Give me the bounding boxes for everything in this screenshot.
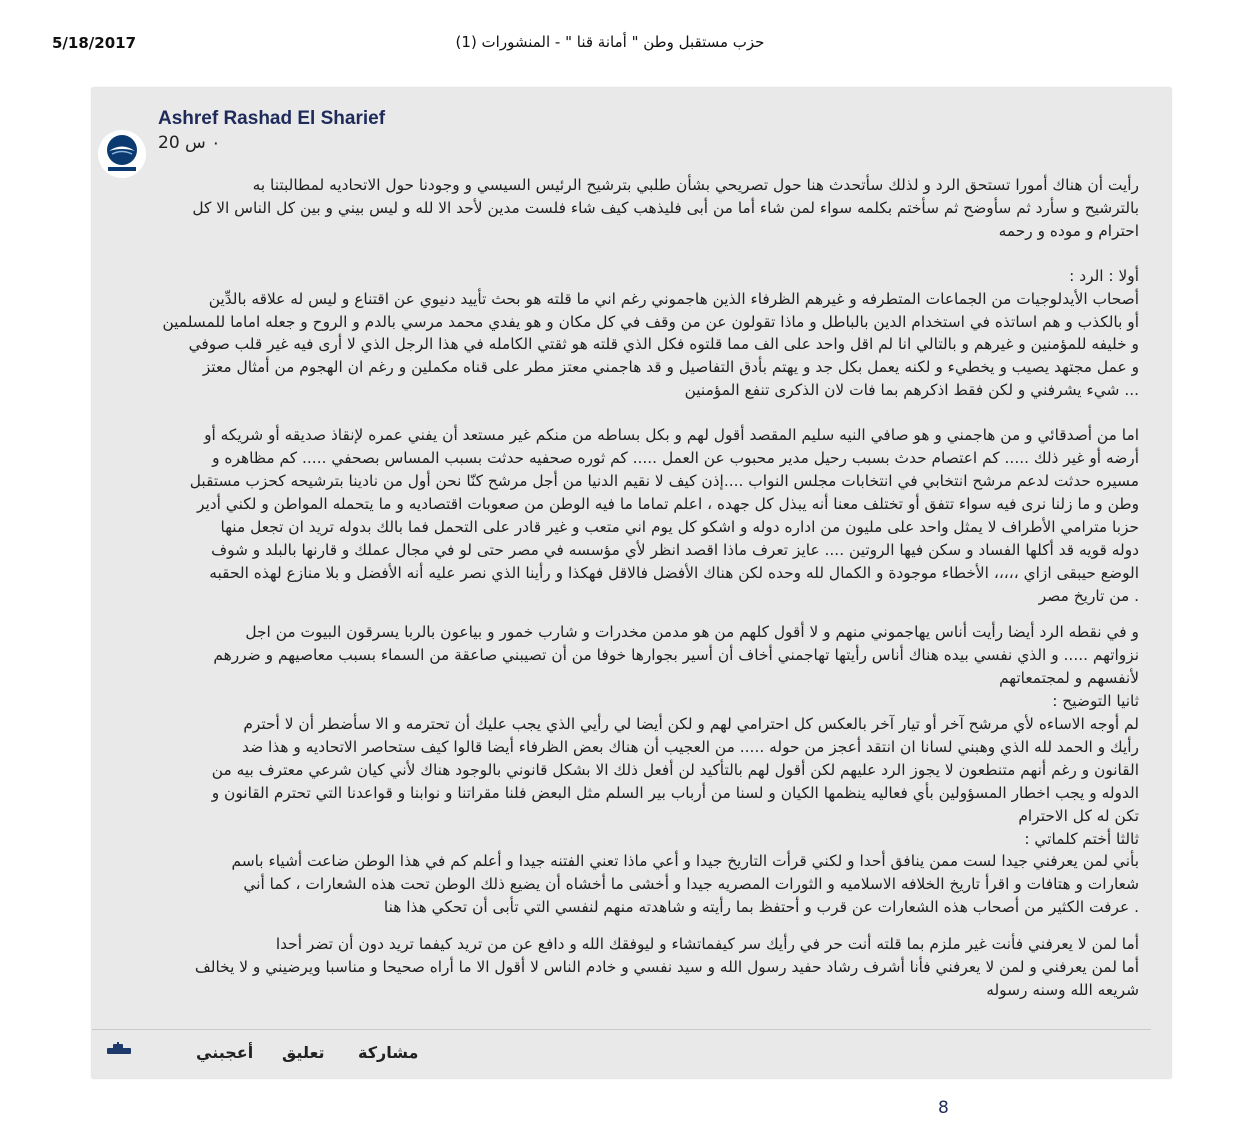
post-paragraph-attackers: و في نقطه الرد أيضا رأيت أناس يهاجموني منهم و لا أقول كلهم من هو مدمن مخدرات و شارب خمور و بياعون بالربا يسرقون البيوت من اجل نزواتهم ..... و الذي نفسي بيده هناك أناس رأيتها تهاجمني أخاف أن أسير بجوارها خوفا من أن تصيبني صاعقة من السماء بسبب معاصيهم و ضررهم لأنفسهم و لمجتمعاتهم <box>213 623 1139 688</box>
print-date: 5/18/2017 <box>52 34 137 52</box>
post-paragraph-reply: أولا : الرد : أصحاب الأيدلوجيات من الجماعات المتطرفه و غيرهم الظرفاء الذين هاجموني رغم اني ما قلته هو بحث تأييد دنيوي عن اقتناع و ليس له علاقه بالدِّين أو بالكذب و هم اساتذه في استخدام الدين بالباطل و ماذا تقولون عن من وقف في كل مكان و هو يفدي محمد مرسي بالدم و الروح و جعله اماما للمسلمين و خليفه للمؤمنين و غيرهم و بالتالي انا لم اقل واحد على الف مما قلتوه فكل الذي قلته هو ثقتي الكامله في هذا الرجل الذي لا أرى فيه غير قلب صوفي و عمل مجتهد يصيب و يخطيء و لكنه يعمل بكل جد و يهتم بأدق التفاصيل و قد هاجمني معتز مطر على قناه مكملين و رغم ان الهجوم من أمثال معتز ... شيء يشرفني و لكن فقط اذكرهم بما فات لان الذكرى تنفع المؤمنين <box>162 266 1139 400</box>
post-paragraph-closing: أما لمن لا يعرفني فأنت غير ملزم بما قلته أنت حر في رأيك سر كيفماتشاء و ليوفقك الله و دافع عن من تريد كيفما تريد دون أن تضر أحدا أما لمن يعرفني و لمن لا يعرفني فأنا أشرف رشاد حفيد رسول الله و سيد نفسي و خادم الناس لا أقول الا ما أراه صحيحا و مناسبا ويرضيني و لا يخالف شريعه الله وسنه رسوله <box>194 935 1139 999</box>
avatar[interactable] <box>98 130 146 178</box>
post-paragraph-conclusion: ثالثا أختم كلماتي : بأني لمن يعرفني جيدا لست ممن ينافق أحدا و لكني قرأت التاريخ جيدا و أعي ماذا تعني الفتنه جيدا و أعلم كم في هذا الوطن ضاعت أشياء باسم شعارات و هتافات و اقرأ تاريخ الخلافه الاسلاميه و الثورات المصريه جيدا و أخشى ما أخشاه أن يضيع ذلك الوطن تحت هذه الشعارات ، كما أني . عرفت الكثير من أصحاب هذه الشعارات عن قرب و أحتفظ بما رأيته و شاهدته منهم لنفسي التي تأبى أن تحكي هذا هنا <box>231 829 1139 917</box>
post-body <box>154 174 1139 1002</box>
post-actions-bar <box>92 1038 1171 1068</box>
page-number: 8 <box>938 1098 949 1118</box>
comment-button[interactable]: تعليق <box>282 1043 325 1062</box>
post-paragraph-clarification: ثانيا التوضيح : لم أوجه الاساءه لأي مرشح آخر أو تيار آخر بالعكس كل احترامي لهم و لكن أيضا لي رأيي الذي يجب عليك أن تحترمه و الا سأضطر أن لا أحترم رأيك و الحمد لله الذي وهبني لسانا ان انتقد أعجز من حوله ..... من العجيب أن هناك بعض الظرفاء أيضا قالوا كيف ستحاصر الاتحاديه و هذا ضد القانون و رغم أنهم متنطعون لا يجوز الرد عليهم لكن أقول لهم بالتأكيد لن أفعل ذلك الا بشكل قانوني بالوجود هناك لأني كيان شرعي معترف بيه من الدوله و يجب اخطار المسؤولين بأي فعاليه ينظمها الكيان و لسنا من أرباب بير السلم مثل البعض فلنا مقراتنا و نوابنا و قواعدنا التي تحترم القانون و تكن له كل الاحترام <box>211 692 1139 825</box>
print-title: حزب مستقبل وطن " أمانة قنا " - المنشورات (1) <box>455 33 765 51</box>
post-paragraph-intro: رأيت أن هناك أمورا تستحق الرد و لذلك سأتحدث هنا حول تصريحي بشأن طلبي بترشيح الرئيس السيسي و وجودنا حول الاتحاديه لمطالبتنا به بالترشيح و سأرد ثم سأوضح ثم سأختم بكلمه سواء لمن شاء أما من أبى فليذهب كيف شاء فلست مدين لأحد الا لله و ليس بيني و بين كل الناس الا كل احترام و موده و رحمه <box>192 176 1139 240</box>
share-button[interactable]: مشاركة <box>358 1043 419 1062</box>
actions-divider <box>92 1029 1151 1030</box>
like-button[interactable]: أعجبني <box>196 1043 254 1062</box>
post-time[interactable]: ٠ س 20 <box>158 133 221 153</box>
page-badge-icon <box>106 1042 132 1056</box>
post-paragraph-friends: اما من أصدقائي و من هاجمني و هو صافي النيه سليم المقصد أقول لهم و بكل بساطه من منكم غير مستعد أن يفني عمره لإنقاذ صديقه أو شريكه أو أرضه أو غير ذلك ..... كم اعتصام حدث بسبب رحيل مدير محبوب عن العمل ..... كم ثوره صحفيه حدثت بسبب المساس بصحفي ..... كم مظاهره و مسيره حدثت لدعم مرشح انتخابي في انتخابات مجلس النواب ....إذن كيف لا نقيم الدنيا من أجل مرشح كنّا نحن أول من نادينا بترشيحه كحزب مستقبل وطن و ما زلنا نرى فيه سواء تتفق أو تختلف معنا أنه يبذل كل جهده ، اعلم تماما ما فيه الوطن من صعوبات اقتصاديه و ما يتحمله المواطن و لكني أدير حزبا مترامي الأطراف لا يمثل واحد على مليون من اداره دوله و اشكو كل يوم اني متعب و غير قادر على التحمل فما بالك بدوله تريد ان تجعل منها دوله قويه قد أكلها الفساد و سكن فيها الروتين .... عايز تعرف ماذا اقصد انظر لأي مؤسسه في مصر حتى لو في مجال عملك و قارنها بالبلد و شوف الوضع حيبقى ازاي ،،،،، الأخطاء موجودة و الكمال لله وحده لكن هناك الأفضل فالاقل فهكذا و رأينا الذي نصر عليه أنه الأفضل و بلا منازع لهذه الحقبه . من تاريخ مصر <box>189 426 1139 605</box>
print-header <box>0 0 1240 60</box>
post-card <box>92 88 1171 1078</box>
post-author[interactable]: Ashref Rashad El Sharief <box>158 108 386 129</box>
party-logo-icon <box>98 130 146 178</box>
